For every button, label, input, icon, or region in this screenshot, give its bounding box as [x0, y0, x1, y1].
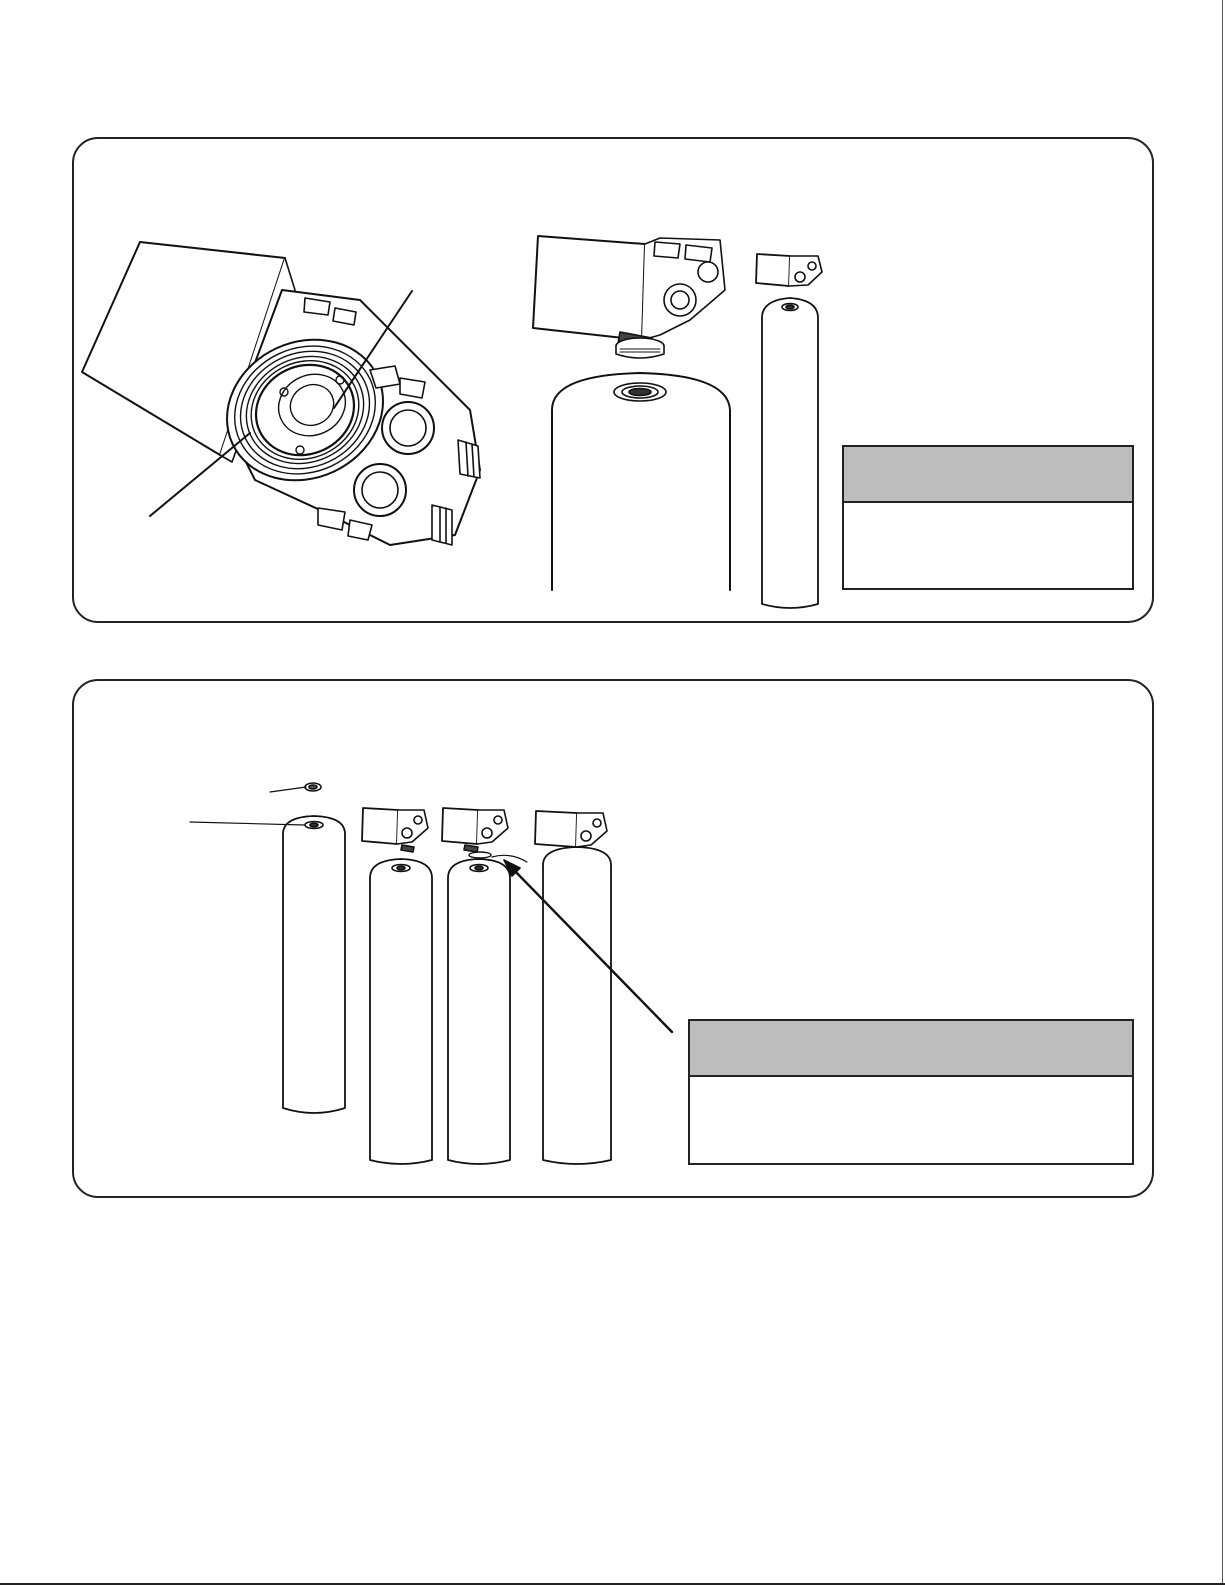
- leader-line-cap: [270, 787, 306, 792]
- valve-with-oring-step-illustration: [442, 808, 527, 1164]
- valve-over-small-tank-illustration: [756, 254, 822, 608]
- valve-over-large-tank-illustration: [533, 236, 730, 590]
- valve-above-tank-step-illustration: [362, 808, 432, 1164]
- tank-with-cap-illustration: [283, 783, 345, 1113]
- page-edge-right: [1222, 0, 1223, 1585]
- valve-installed-on-tank-illustration: [535, 811, 611, 1164]
- valve-bottom-view-illustration: [82, 242, 480, 545]
- leader-line-lower: [150, 433, 250, 516]
